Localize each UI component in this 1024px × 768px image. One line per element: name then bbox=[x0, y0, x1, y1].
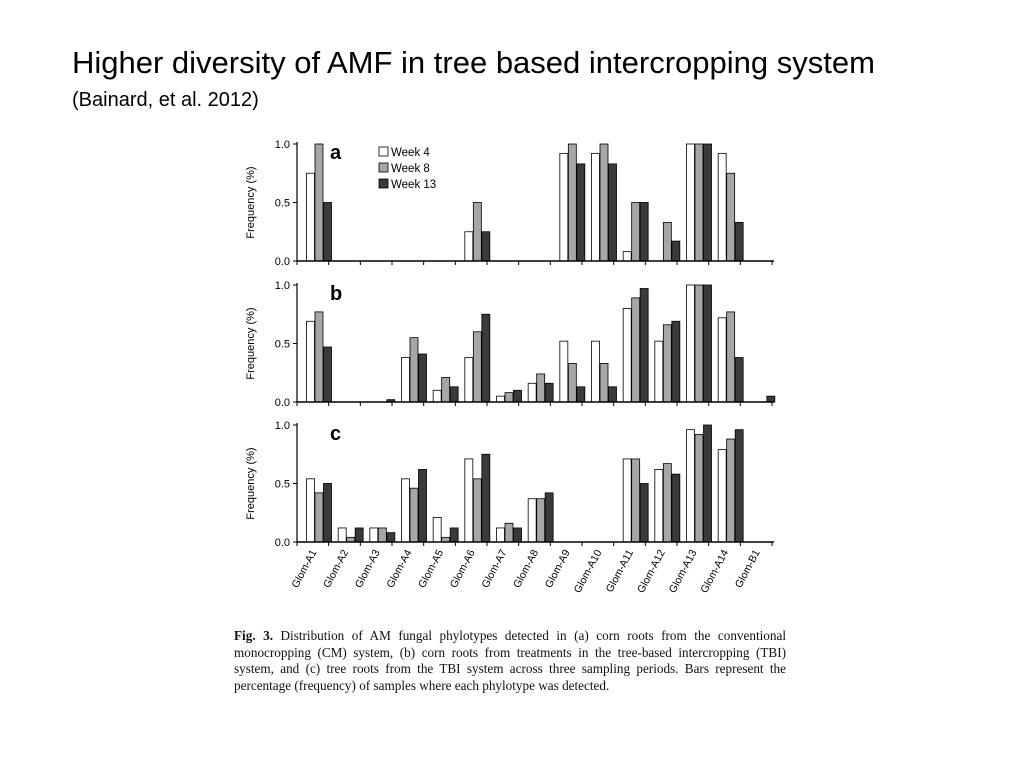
bar-a-glom-a13-w13 bbox=[704, 144, 712, 261]
category-label: Glom-A7 bbox=[479, 547, 510, 590]
bar-a-glom-a11-w4 bbox=[623, 252, 631, 261]
bar-a-glom-a10-w4 bbox=[592, 153, 600, 261]
category-label: Glom-A5 bbox=[416, 547, 447, 590]
bar-b-glom-a10-w13 bbox=[609, 387, 617, 402]
panel-c bbox=[245, 420, 774, 549]
slide-subtitle: (Bainard, et al. 2012) bbox=[72, 89, 259, 111]
panel-label-a: a bbox=[330, 142, 342, 164]
bar-c-glom-a3-w4 bbox=[370, 528, 378, 542]
bar-c-glom-a11-w13 bbox=[640, 484, 648, 543]
bar-b-glom-a8-w13 bbox=[545, 383, 553, 402]
y-tick-label: 1.0 bbox=[274, 420, 290, 432]
bar-b-glom-b1-w13 bbox=[767, 396, 775, 402]
bar-b-glom-a1-w4 bbox=[307, 321, 315, 402]
y-tick-label: 1.0 bbox=[274, 139, 290, 151]
bar-b-glom-a9-w13 bbox=[577, 387, 585, 402]
bar-a-glom-a1-w4 bbox=[307, 173, 315, 261]
bar-a-glom-a13-w4 bbox=[687, 144, 695, 261]
y-tick-label: 1.0 bbox=[274, 280, 290, 292]
bar-c-glom-a11-w8 bbox=[632, 459, 640, 542]
y-axis-label-b: Frequency (%) bbox=[245, 307, 257, 380]
bar-b-glom-a14-w13 bbox=[735, 358, 743, 402]
bar-b-glom-a6-w13 bbox=[482, 314, 490, 402]
bar-c-glom-a1-w8 bbox=[315, 493, 323, 542]
bar-c-glom-a13-w8 bbox=[695, 434, 703, 542]
bar-b-glom-a7-w4 bbox=[497, 396, 505, 402]
bar-b-glom-a4-w8 bbox=[410, 338, 418, 402]
bar-c-glom-a7-w4 bbox=[497, 528, 505, 542]
y-tick-label: 0.0 bbox=[274, 537, 290, 549]
bar-b-glom-a14-w4 bbox=[718, 318, 726, 402]
bar-c-glom-a2-w4 bbox=[338, 528, 346, 542]
y-axis-label-a: Frequency (%) bbox=[245, 166, 257, 239]
slide-title: Higher diversity of AMF in tree based intercropping system bbox=[72, 45, 875, 80]
bar-a-glom-a14-w4 bbox=[718, 153, 726, 261]
y-tick-label: 0.0 bbox=[274, 256, 290, 268]
bar-a-glom-a1-w8 bbox=[315, 144, 323, 261]
category-label: Glom-A6 bbox=[447, 547, 478, 590]
legend-swatch bbox=[379, 179, 388, 188]
bar-b-glom-a11-w13 bbox=[640, 289, 648, 402]
bar-a-glom-a10-w13 bbox=[609, 164, 617, 261]
bar-c-glom-a13-w4 bbox=[687, 430, 695, 542]
bar-c-glom-a3-w8 bbox=[378, 528, 386, 542]
bar-a-glom-a10-w8 bbox=[600, 144, 608, 261]
bar-a-glom-a12-w13 bbox=[672, 241, 680, 261]
bar-b-glom-a8-w8 bbox=[537, 374, 545, 402]
bar-c-glom-a14-w13 bbox=[735, 430, 743, 542]
y-tick-label: 0.5 bbox=[274, 478, 290, 491]
bar-b-glom-a4-w4 bbox=[402, 358, 410, 402]
panel-a bbox=[245, 139, 774, 268]
bar-b-glom-a5-w4 bbox=[433, 390, 441, 402]
bar-a-glom-a13-w8 bbox=[695, 144, 703, 261]
bar-c-glom-a8-w13 bbox=[545, 493, 553, 542]
y-tick-label: 0.0 bbox=[274, 397, 290, 409]
category-label: Glom-A8 bbox=[511, 547, 542, 590]
bar-b-glom-a6-w8 bbox=[473, 332, 481, 402]
bar-a-glom-a11-w13 bbox=[640, 203, 648, 262]
bar-c-glom-a14-w4 bbox=[718, 450, 726, 542]
figure-caption bbox=[234, 628, 786, 694]
bar-b-glom-a13-w13 bbox=[704, 285, 712, 402]
bar-b-glom-a14-w8 bbox=[727, 312, 735, 402]
bar-b-glom-a9-w8 bbox=[568, 363, 576, 402]
bar-b-glom-a5-w13 bbox=[450, 387, 458, 402]
bar-b-glom-a8-w4 bbox=[528, 383, 536, 402]
bar-a-glom-a6-w4 bbox=[465, 232, 473, 261]
legend-swatch bbox=[379, 163, 388, 172]
bar-c-glom-a5-w4 bbox=[433, 517, 441, 542]
legend-label: Week 13 bbox=[391, 179, 437, 191]
bar-c-glom-a14-w8 bbox=[727, 439, 735, 542]
bar-a-glom-a12-w8 bbox=[663, 222, 671, 261]
bar-c-glom-a1-w13 bbox=[324, 484, 332, 543]
bar-b-glom-a6-w4 bbox=[465, 358, 473, 402]
category-label: Glom-A2 bbox=[321, 547, 352, 590]
bar-b-glom-a13-w4 bbox=[687, 285, 695, 402]
bar-b-glom-a1-w13 bbox=[324, 347, 332, 402]
bar-b-glom-a12-w13 bbox=[672, 321, 680, 402]
legend-label: Week 4 bbox=[391, 147, 430, 159]
bar-a-glom-a1-w13 bbox=[324, 203, 332, 262]
bar-c-glom-a12-w13 bbox=[672, 474, 680, 542]
panel-label-b: b bbox=[330, 283, 343, 305]
legend bbox=[379, 147, 436, 191]
bar-a-glom-a6-w8 bbox=[473, 203, 481, 262]
bar-b-glom-a4-w13 bbox=[419, 354, 427, 402]
bar-b-glom-a12-w4 bbox=[655, 341, 663, 402]
category-label: Glom-A9 bbox=[542, 547, 573, 590]
bar-c-glom-a6-w4 bbox=[465, 459, 473, 542]
bar-b-glom-a1-w8 bbox=[315, 312, 323, 402]
bar-c-glom-a6-w13 bbox=[482, 454, 490, 542]
caption-text: Distribution of AM fungal phylotypes detected in (a) corn roots from the conventional monocropping (CM) system, (b) corn roots from treatments in the tree-based intercropping (TBI) system, and (c) tree roots from the TBI system across three sampling periods. Bars represent the percentage (frequency) of samples where each phylotype was detected. bbox=[234, 628, 786, 693]
bar-b-glom-a7-w13 bbox=[514, 390, 522, 402]
bar-b-glom-a9-w4 bbox=[560, 341, 568, 402]
bar-b-glom-a7-w8 bbox=[505, 393, 513, 402]
bar-c-glom-a6-w8 bbox=[473, 479, 481, 542]
bar-c-glom-a8-w4 bbox=[528, 499, 536, 542]
bar-c-glom-a4-w8 bbox=[410, 488, 418, 542]
bar-b-glom-a12-w8 bbox=[663, 325, 671, 402]
bar-c-glom-a1-w4 bbox=[307, 479, 315, 542]
bar-a-glom-a9-w13 bbox=[577, 164, 585, 261]
category-label: Glom-A4 bbox=[384, 547, 415, 590]
bar-a-glom-a11-w8 bbox=[632, 203, 640, 262]
category-label: Glom-A3 bbox=[352, 547, 383, 590]
bar-a-glom-a14-w8 bbox=[727, 173, 735, 261]
panel-b bbox=[245, 280, 775, 409]
bar-b-glom-a10-w8 bbox=[600, 363, 608, 402]
bar-c-glom-a11-w4 bbox=[623, 459, 631, 542]
legend-swatch bbox=[379, 147, 388, 156]
bar-b-glom-a5-w8 bbox=[442, 377, 450, 402]
bar-c-glom-a4-w13 bbox=[419, 469, 427, 542]
bar-b-glom-a11-w8 bbox=[632, 298, 640, 402]
category-label: Glom-B1 bbox=[732, 547, 763, 590]
bar-c-glom-a2-w8 bbox=[347, 537, 355, 542]
bar-c-glom-a2-w13 bbox=[355, 528, 363, 542]
category-label: Glom-A1 bbox=[289, 547, 320, 590]
y-tick-label: 0.5 bbox=[274, 338, 290, 351]
category-label: Glom-A11 bbox=[603, 547, 637, 595]
bar-a-glom-a6-w13 bbox=[482, 232, 490, 261]
bar-b-glom-a11-w4 bbox=[623, 308, 631, 402]
category-label: Glom-A12 bbox=[635, 547, 668, 596]
bar-a-glom-a9-w8 bbox=[568, 144, 576, 261]
bar-c-glom-a3-w13 bbox=[387, 533, 395, 542]
legend-label: Week 8 bbox=[391, 163, 430, 175]
bar-c-glom-a4-w4 bbox=[402, 479, 410, 542]
bar-c-glom-a12-w4 bbox=[655, 469, 663, 542]
bar-c-glom-a13-w13 bbox=[704, 425, 712, 542]
bar-c-glom-a12-w8 bbox=[663, 464, 671, 542]
bar-b-glom-a10-w4 bbox=[592, 341, 600, 402]
category-label: Glom-A10 bbox=[571, 547, 605, 596]
category-label: Glom-A13 bbox=[666, 547, 700, 596]
panel-label-c: c bbox=[330, 423, 342, 445]
bar-c-glom-a5-w8 bbox=[442, 537, 450, 542]
y-axis-label-c: Frequency (%) bbox=[245, 447, 257, 520]
category-label: Glom-A14 bbox=[698, 547, 732, 596]
bar-c-glom-a5-w13 bbox=[450, 528, 458, 542]
bar-a-glom-a9-w4 bbox=[560, 153, 568, 261]
y-tick-label: 0.5 bbox=[274, 197, 290, 210]
bar-b-glom-a13-w8 bbox=[695, 285, 703, 402]
bar-a-glom-a14-w13 bbox=[735, 222, 743, 261]
bar-c-glom-a8-w8 bbox=[537, 499, 545, 542]
bar-c-glom-a7-w8 bbox=[505, 523, 513, 542]
caption-label: Fig. 3. bbox=[234, 628, 274, 643]
bar-c-glom-a7-w13 bbox=[514, 528, 522, 542]
